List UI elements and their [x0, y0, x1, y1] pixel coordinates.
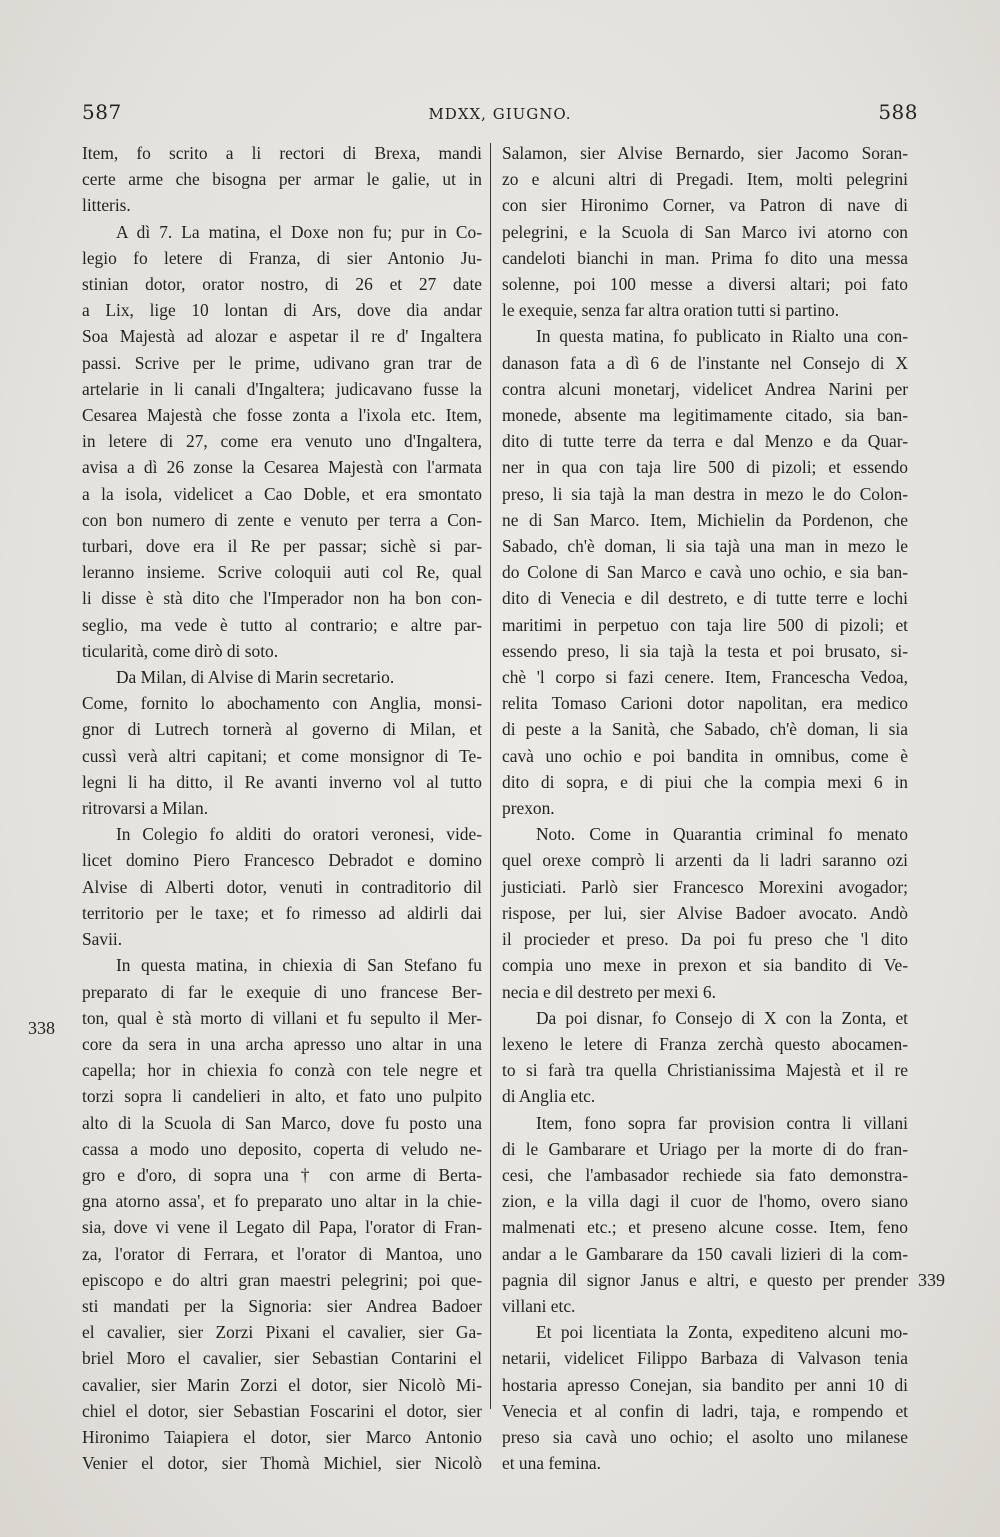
text-line: maritimi in perpetuo con taja lire 500 di pizoli; et [502, 614, 908, 635]
text-line: cassa a modo uno deposito, coperta di veludo ne- [82, 1138, 482, 1159]
text-line: gna atorno assa', et fo preparato uno altar in la chie- [82, 1191, 482, 1212]
text-line: pelegrini, e la Scuola di San Marco ivi atorno con [502, 221, 908, 242]
text-line: Noto. Come in Quarantia criminal fo menato [536, 824, 908, 845]
text-line: danason fata a dì 6 de l'instante nel Consejo di X [502, 352, 908, 373]
text-column-right [502, 140, 908, 1476]
text-line: necia e dil destreto per mexi 6. [502, 981, 716, 1002]
text-line: ton, qual è stà morto di villani et fu sepulto il Mer- [82, 1007, 482, 1028]
text-line: artelarie in li canali d'Ingaltera; judicavano fusse la [82, 378, 482, 399]
text-line: candeloti bianchi in man. Prima fo dito una messa [502, 247, 908, 268]
text-line: torzi sopra li candelieri in alto, et fato uno pulpito [82, 1086, 482, 1107]
text-line: Da Milan, di Alvise di Marin secretario. [116, 667, 395, 688]
text-line: avisa a dì 26 zonse la Cesarea Majestà con l'armata [82, 457, 482, 478]
text-line: Venier el dotor, sier Thomà Michiel, sier Nicolò [82, 1453, 482, 1474]
text-line: a Lix, lige 10 lontan di Ars, dove dia andar [82, 300, 482, 321]
text-line: alto di la Scuola di San Marco, dove fu posto una [82, 1112, 482, 1133]
text-line: gnor di Lutrech tornerà al governo di Milan, et [82, 719, 482, 740]
text-line: contra alcuni monetarj, videlicet Andrea Narini per [502, 378, 908, 399]
text-line: passi. Scrive per le prime, udivano gran trar de [82, 352, 482, 373]
column-divider [490, 143, 491, 1409]
text-line: di le Gambarare et Uriago per la morte di do fran- [502, 1138, 908, 1159]
text-line: Come, fornito lo abochamento con Anglia, monsi- [82, 693, 482, 714]
text-line: prexon. [502, 798, 555, 819]
text-line: stinian dotor, orator nostro, di 26 et 27 date [82, 274, 482, 295]
text-line: Soa Majestà ad alozar e aspetar il re d' Ingaltera [82, 326, 482, 347]
text-line: Da poi disnar, fo Consejo di X con la Zonta, et [536, 1007, 908, 1028]
text-line: Item, fo scrito a li rectori di Brexa, mandi [82, 143, 482, 163]
text-line: Hironimo Taiapiera el dotor, sier Marco Antonio [82, 1426, 482, 1447]
text-line: leranno insieme. Scrive coloquii auti col Re, qual [82, 562, 482, 583]
text-line: episcopo e do altri gran maestri pelegrini; poi que- [82, 1269, 482, 1290]
text-line: za, l'orator di Ferrara, et l'orator di Mantoa, uno [82, 1243, 482, 1264]
text-line: legni li ha ditto, il Re avanti inverno vol al tutto [82, 771, 482, 792]
text-line: solenne, poi 100 messe a diversi altari; poi fato [502, 274, 908, 295]
text-line: cavà uno ochio e poi bandita in omnibus, come è [502, 745, 908, 766]
text-line: zo e alcuni altri di Pregadi. Item, molti pelegrini [502, 169, 908, 190]
text-line: malmenati etc.; et preseno alcune cosse. Item, feno [502, 1217, 908, 1238]
text-line: cesi, che l'ambasador rechiede sia fato demonstra- [502, 1164, 908, 1185]
text-line: justiciati. Parlò sier Francesco Morexini avogador; [502, 876, 908, 897]
text-line: licet domino Piero Francesco Debradot e domino [82, 850, 482, 871]
text-line: certe arme che bisogna per armar le galie, ut in [82, 169, 482, 190]
text-line: territorio per le taxe; et fo rimesso ad aldirli dai [82, 902, 482, 923]
running-header: MDXX, GIUGNO. [428, 105, 572, 123]
text-line: il procieder et preso. Da poi fu preso che 'l dito [502, 929, 908, 950]
text-line: gro e d'oro, di sopra una † con arme di Berta- [82, 1164, 482, 1185]
text-line: et una femina. [502, 1453, 601, 1474]
text-line: in letere di 27, come era venuto uno d'Ingaltera, [82, 431, 482, 452]
page-number-right: 588 [878, 100, 918, 124]
text-line: el cavalier, sier Zorzi Pixani el cavalier, sier Ga- [82, 1322, 482, 1343]
text-line: hostaria apresso Conejan, sia bandito per anni 10 di [502, 1374, 908, 1395]
text-line: con bon numero di zente e venuto per terra a Con- [82, 509, 482, 530]
margin-column-number-right: 339 [918, 1270, 945, 1290]
text-line: Alvise di Alberti dotor, venuti in contraditorio dil [82, 876, 482, 897]
text-line: ritrovarsi a Milan. [82, 798, 209, 819]
text-line: monede, absente ma legitimamente citado, sia ban- [502, 405, 908, 426]
text-line: di peste a la Sanità, che Sabado, ch'è doman, li sia [502, 719, 908, 740]
text-line: villani etc. [502, 1295, 576, 1316]
text-line: ne di San Marco. Item, Michielin da Pordenon, che [502, 509, 908, 530]
text-column-left [82, 140, 482, 1476]
text-line: preso sia cavà uno ochio; el asolto uno milanese [502, 1426, 908, 1447]
text-line: rispose, per lui, sier Alvise Badoer avocato. Andò [502, 902, 908, 923]
text-line: pagnia dil signor Janus e altri, e questo per prender [502, 1269, 908, 1290]
text-line: quel orexe comprò li arzenti da li ladri saranno ozi [502, 850, 908, 871]
text-line: Item, fono sopra far provision contra li villani [536, 1112, 908, 1133]
text-line: dito di Venecia e dil destreto, e di tutte terre e lochi [502, 588, 908, 609]
text-line: core da sera in una archa apresso uno altar in una [82, 1033, 482, 1054]
text-line: do Colone di San Marco e cavà uno ochio, e sia ban- [502, 562, 908, 583]
text-line: andar a le Gambarare da 150 cavali lizieri di la com- [502, 1243, 908, 1264]
text-line: Et poi licentiata la Zonta, expediteno alcuni mo- [536, 1322, 908, 1343]
text-line: preparato di far le exequie di uno francese Ber- [82, 981, 482, 1002]
text-line: to si farà tra quella Christianissima Majestà et il re [502, 1060, 908, 1081]
text-line: netarii, videlicet Filippo Barbaza di Valvason tenia [502, 1348, 908, 1369]
text-line: lexeno le letere di Franza zerchà questo abocamen- [502, 1033, 908, 1054]
text-line: dito di sopra, e di piui che la compia mexi 6 in [502, 771, 908, 792]
text-line: briel Moro el cavalier, sier Sebastian Contarini el [82, 1348, 482, 1369]
text-line: turbari, dove era il Re per passar; sichè si par- [82, 536, 482, 557]
text-line: a la isola, videlicet a Cao Doble, et era smontato [82, 483, 482, 504]
text-line: preso, li sia tajà la man destra in mezo le do Colon- [502, 483, 908, 504]
text-line: ticularità, come dirò di soto. [82, 640, 279, 661]
text-line: sia, dove vi vene il Legato dil Papa, l'orator di Fran- [82, 1217, 482, 1238]
text-line: relita Tomaso Carioni dotor napolitan, era medico [502, 693, 908, 714]
text-line: zion, e la villa dagi il cuor de l'homo, overo siano [502, 1191, 908, 1212]
text-line: le exequie, senza far altra oration tutti si partino. [502, 300, 840, 321]
text-line: ner in qua con taja lire 500 di pizoli; et essendo [502, 457, 908, 478]
text-line: Salamon, sier Alvise Bernardo, sier Jacomo Soran- [502, 143, 908, 163]
page-number-left: 587 [82, 100, 122, 124]
text-line: In questa matina, fo publicato in Rialto una con- [536, 326, 908, 347]
text-line: chiel el dotor, sier Sebastian Foscarini el dotor, sier [82, 1400, 482, 1421]
text-line: con sier Hironimo Corner, va Patron di nave di [502, 195, 908, 216]
text-line: In Colegio fo alditi do oratori veronesi, vide- [116, 824, 482, 845]
text-line: legio fo letere di Franza, di sier Antonio Ju- [82, 247, 482, 268]
text-line: dito di tutte terre da terra e dal Menzo e da Quar- [502, 431, 908, 452]
text-line: essendo preso, li sia tajà la testa et poi brusato, si- [502, 640, 908, 661]
margin-column-number-left: 338 [28, 1018, 55, 1038]
text-line: Savii. [82, 929, 123, 950]
text-line: cussì verà altri capitani; et come monsignor di Te- [82, 745, 482, 766]
text-line: Cesarea Majestà che fosse zonta a l'ixola etc. Item, [82, 405, 482, 426]
text-line: Sabado, ch'è doman, li sia tajà una man in mezo le [502, 536, 908, 557]
text-line: compia uno mexe in prexon et sia bandito di Ve- [502, 955, 908, 976]
text-line: litteris. [82, 195, 131, 216]
text-line: seglio, ma vede è tutto al contrario; e altre par- [82, 614, 482, 635]
text-line: di Anglia etc. [502, 1086, 596, 1107]
text-line: Venecia et al confin di ladri, taja, e rompendo et [502, 1400, 908, 1421]
text-line: cavalier, sier Marin Zorzi el dotor, sier Nicolò Mi- [82, 1374, 482, 1395]
text-line: sti mandati per la Signoria: sier Andrea Badoer [82, 1295, 482, 1316]
text-line: In questa matina, in chiexia di San Stefano fu [116, 955, 482, 976]
text-line: li disse è stà dito che l'Imperador non ha bon con- [82, 588, 482, 609]
text-line: capella; hor in chiexia fo conzà con tele negre et [82, 1060, 482, 1081]
text-line: chè 'l corpo si fazi cenere. Item, Francescha Vedoa, [502, 667, 908, 688]
text-line: A dì 7. La matina, el Doxe non fu; pur in Co- [116, 221, 482, 242]
